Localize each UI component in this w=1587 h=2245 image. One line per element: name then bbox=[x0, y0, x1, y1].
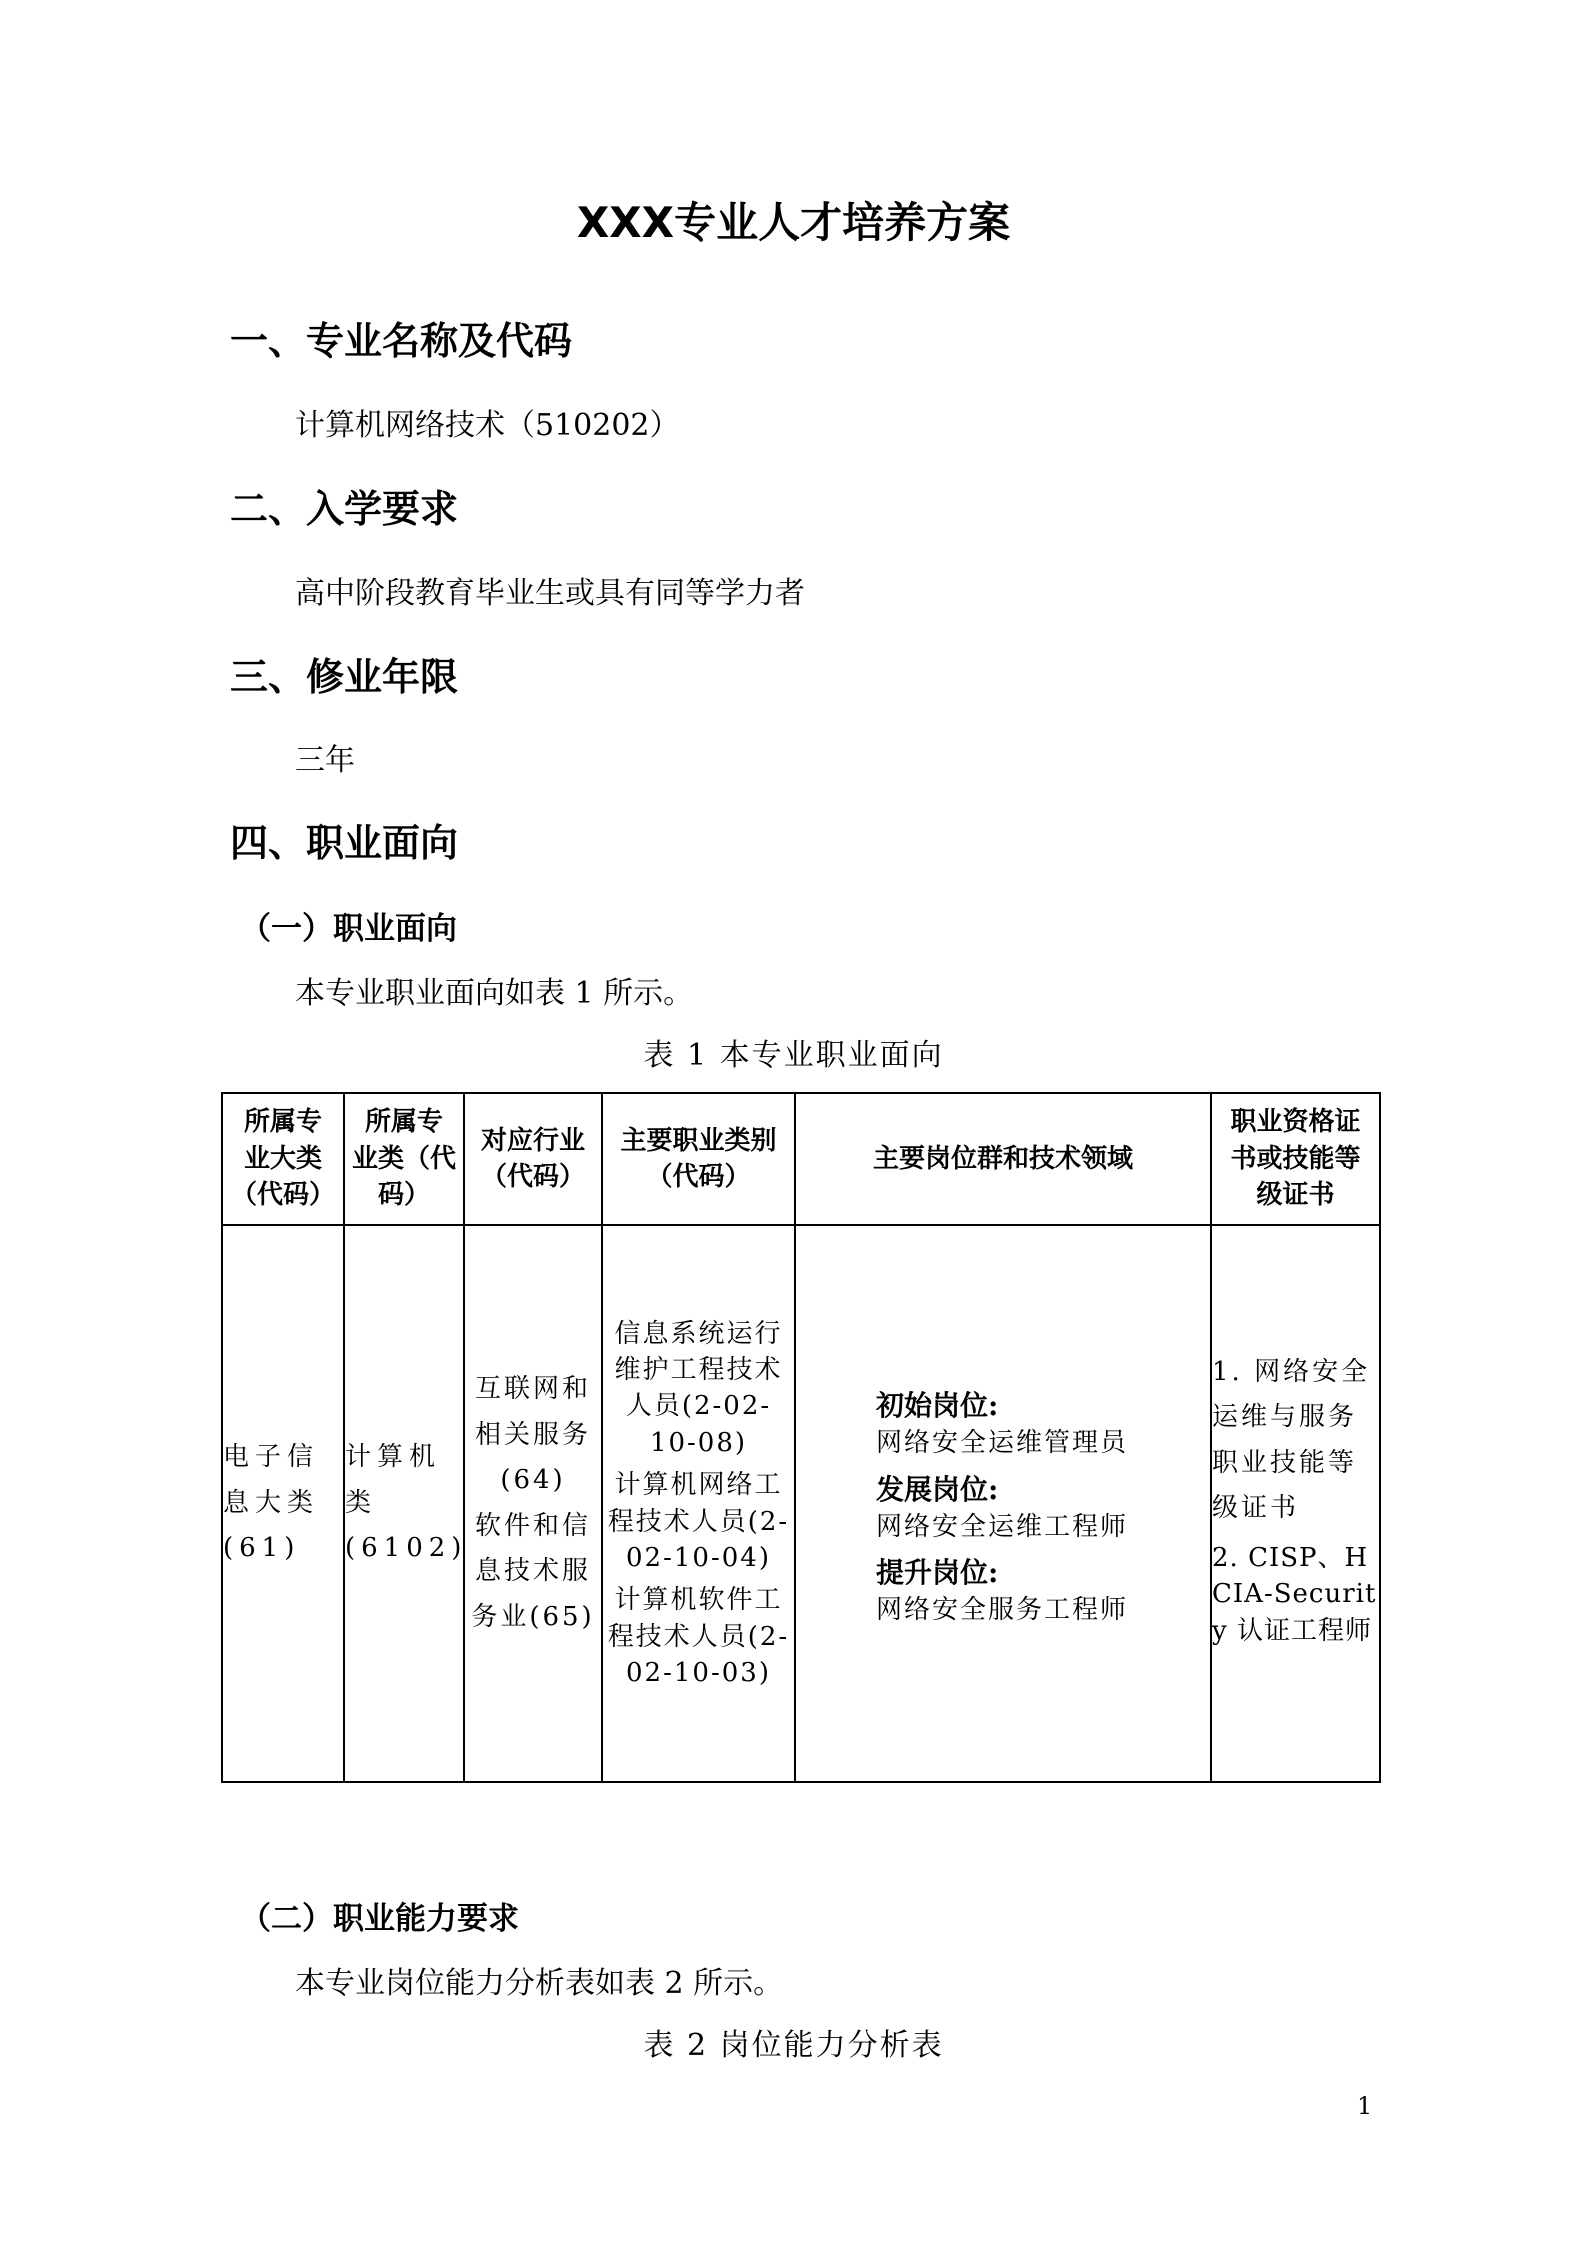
cell-certificates bbox=[1211, 1225, 1380, 1782]
position-label: 提升岗位: bbox=[876, 1556, 999, 1590]
table-row bbox=[222, 1225, 1380, 1782]
position-value: 网络安全运维工程师 bbox=[876, 1511, 1129, 1542]
occupation-table bbox=[221, 1092, 1381, 1783]
industry-item: 互联网和相关服务(64) bbox=[474, 1374, 591, 1495]
industry-item: 软件和信息技术服务业(65) bbox=[471, 1510, 595, 1632]
certificate-item: 2. CISP、HCIA-Security 认证工程师 bbox=[1212, 1542, 1377, 1646]
subsection-heading-2: （二）职业能力要求 bbox=[240, 1901, 519, 1937]
position-label: 发展岗位: bbox=[876, 1472, 999, 1506]
header-positions: 主要岗位群和技术领域 bbox=[795, 1093, 1211, 1225]
certificate-item: 1. 网络安全运维与服务职业技能等级证书 bbox=[1212, 1356, 1371, 1524]
header-major-category: 所属专 业大类 （代码） bbox=[222, 1093, 344, 1225]
header-occupation: 主要职业类别 （代码） bbox=[602, 1093, 795, 1225]
section-text-1: 计算机网络技术（510202） bbox=[295, 408, 680, 443]
cell-major-category: 电子信息大类(61) bbox=[222, 1225, 344, 1782]
subsection-text-1: 本专业职业面向如表 1 所示。 bbox=[295, 976, 694, 1011]
cell-positions bbox=[795, 1225, 1211, 1782]
occupation-item: 计算机网络工程技术人员(2-02-10-04) bbox=[607, 1470, 790, 1573]
position-value: 网络安全运维管理员 bbox=[876, 1428, 1129, 1459]
section-text-3: 三年 bbox=[295, 743, 355, 778]
cell-occupations bbox=[602, 1225, 795, 1782]
page-number: 1 bbox=[1357, 2092, 1373, 2120]
section-heading-2: 二、入学要求 bbox=[230, 487, 459, 531]
cell-major-class: 计算机类(6102) bbox=[344, 1225, 464, 1782]
table-header-row bbox=[222, 1093, 1380, 1225]
subsection-heading-1: （一）职业面向 bbox=[240, 911, 457, 947]
header-certificates: 职业资格证 书或技能等 级证书 bbox=[1211, 1093, 1380, 1225]
section-heading-4: 四、职业面向 bbox=[230, 821, 459, 865]
document-title: XXX专业人才培养方案 bbox=[576, 198, 1011, 247]
header-industry: 对应行业 （代码） bbox=[464, 1093, 602, 1225]
position-value: 网络安全服务工程师 bbox=[876, 1595, 1129, 1626]
occupation-item: 信息系统运行维护工程技术人员(2-02-10-08) bbox=[614, 1318, 783, 1458]
position-label: 初始岗位: bbox=[876, 1389, 999, 1423]
section-text-2: 高中阶段教育毕业生或具有同等学力者 bbox=[295, 576, 805, 611]
occupation-item: 计算机软件工程技术人员(2-02-10-03) bbox=[607, 1585, 790, 1689]
subsection-text-2: 本专业岗位能力分析表如表 2 所示。 bbox=[295, 1966, 784, 2001]
table2-caption: 表 2 岗位能力分析表 bbox=[643, 2028, 944, 2063]
table1-caption: 表 1 本专业职业面向 bbox=[643, 1038, 944, 1073]
section-heading-1: 一、专业名称及代码 bbox=[230, 319, 573, 363]
section-heading-3: 三、修业年限 bbox=[230, 655, 459, 699]
cell-industry bbox=[464, 1225, 602, 1782]
header-major-class: 所属专 业类（代 码） bbox=[344, 1093, 464, 1225]
